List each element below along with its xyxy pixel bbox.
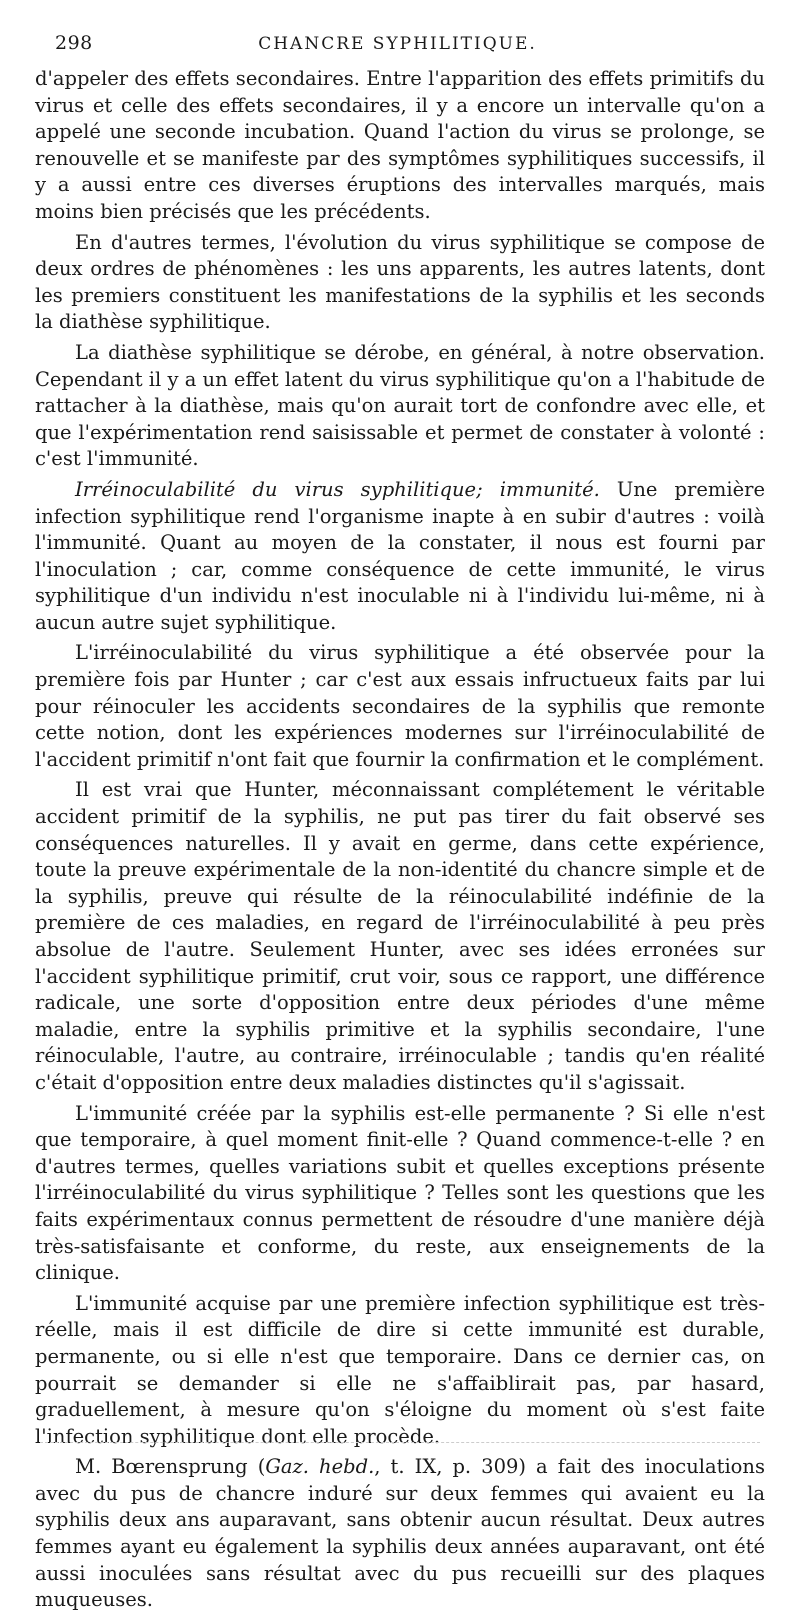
paragraph-9	[35, 1454, 765, 1614]
journal-reference: Gaz. hebd.	[265, 1455, 375, 1479]
paragraph-text: L'irréinoculabilité du virus syphilitique a été observée pour la première fois par Hunter ; car c'est aux essais infructueux faits par lui pour réinoculer les accidents secondaires de la syphilis que remonte cette notion, dont les expériences modernes sur l'irréinoculabilité de l'accident primitif n'ont fait que fournir la confirmation et le complément.	[35, 641, 765, 771]
section-heading: Irréinoculabilité du virus syphilitique; immunité.	[75, 477, 600, 501]
paragraph-text: L'immunité acquise par une première infection syphilitique est très-réelle, mais il est difficile de dire si cette immunité est durable, permanente, ou si elle n'est que temporaire. Dans ce dernier cas, on pourrait se demander si elle ne s'affaiblirait pas, par hasard, graduellement, à mesure qu'on s'éloigne du moment où s'est faite l'infection syphilitique dont elle procède.	[35, 1291, 765, 1448]
paragraph-2	[35, 230, 765, 336]
paragraph-6	[35, 777, 765, 1096]
paragraph-text: En d'autres termes, l'évolution du virus syphilitique se compose de deux ordres de phénomènes : les uns apparents, les autres latents, dont les premiers constituent les manifestations de la syphilis et les seconds la diathèse syphilitique.	[35, 230, 765, 334]
paragraph-4	[35, 477, 765, 637]
running-title: CHANCRE SYPHILITIQUE.	[258, 34, 537, 54]
footer-rule	[40, 1442, 760, 1443]
paragraph-text: L'immunité créée par la syphilis est-elle permanente ? Si elle n'est que temporaire, à quel moment finit-elle ? Quand commence-t-elle ? en d'autres termes, quelles variations subit et quelles exceptions présente l'irréinoculabilité du virus syphilitique ? Telles sont les questions que les faits expérimentaux connus permettent de résoudre d'une manière déjà très-satisfaisante et conforme, du reste, aux enseignements de la clinique.	[35, 1101, 765, 1285]
paragraph-1	[35, 66, 765, 226]
paragraph-7	[35, 1101, 765, 1287]
page-header	[35, 32, 760, 58]
paragraph-text: d'appeler des effets secondaires. Entre l'apparition des effets primitifs du virus et celle des effets secondaires, il y a encore un intervalle qu'on a appelé une seconde incubation. Quand l'action du virus se prolonge, se renouvelle et se manifeste par des symptômes syphilitiques successifs, il y a aussi entre ces diverses éruptions des intervalles marqués, mais moins bien précisés que les précédents.	[35, 67, 765, 223]
paragraph-text: , t. IX, p. 309) a fait des inoculations avec du pus de chancre induré sur deux femmes qui avaient eu la syphilis deux ans auparavant, sans obtenir aucun résultat. Deux autres femmes ayant eu également la syphilis deux années auparavant, ont été aussi inoculées sans résultat avec du pus recueilli sur des plaques muqueuses.	[35, 1455, 765, 1612]
paragraph-5	[35, 640, 765, 773]
paragraph-8	[35, 1291, 765, 1451]
paragraph-text: Une première infection syphilitique rend l'organisme inapte à en subir d'autres : voilà l'immunité. Quant au moyen de la constater, il nous est fourni par l'inoculation ; car, comme conséquence de cette immunité, le virus syphilitique d'un individu n'est inoculable ni à l'individu lui-même, ni à aucun autre sujet syphilitique.	[35, 477, 765, 634]
page-number: 298	[55, 32, 93, 54]
paragraph-text: La diathèse syphilitique se dérobe, en général, à notre observation. Cependant il y a un effet latent du virus syphilitique qu'on a l'habitude de rattacher à la diathèse, mais qu'on aurait tort de confondre avec elle, et que l'expérimentation rend saisissable et permet de constater à volonté : c'est l'immunité.	[35, 340, 765, 471]
paragraph-text: Il est vrai que Hunter, méconnaissant complétement le véritable accident primitif de la syphilis, ne put pas tirer du fait observé ses conséquences naturelles. Il y avait en germe, dans cette expérience, toute la preuve expérimentale de la non-identité du chancre simple et de la syphilis, preuve qui résulte de la réinoculabilité indéfinie de la première de ces maladies, en regard de l'irréinoculabilité à peu près absolue de l'autre. Seulement Hunter, avec ses idées erronées sur l'accident syphilitique primitif, crut voir, sous ce rapport, une différence radicale, une sorte d'opposition entre deux périodes d'une même maladie, entre la syphilis primitive et la syphilis secondaire, l'une réinoculable, l'autre, au contraire, irréinoculable ; tandis qu'en réalité c'était d'opposition entre deux maladies distinctes qu'il s'agissait.	[35, 778, 765, 1094]
paragraph-lead: M. Bœrensprung (	[75, 1455, 266, 1479]
body-text	[35, 66, 765, 1614]
paragraph-3	[35, 340, 765, 473]
